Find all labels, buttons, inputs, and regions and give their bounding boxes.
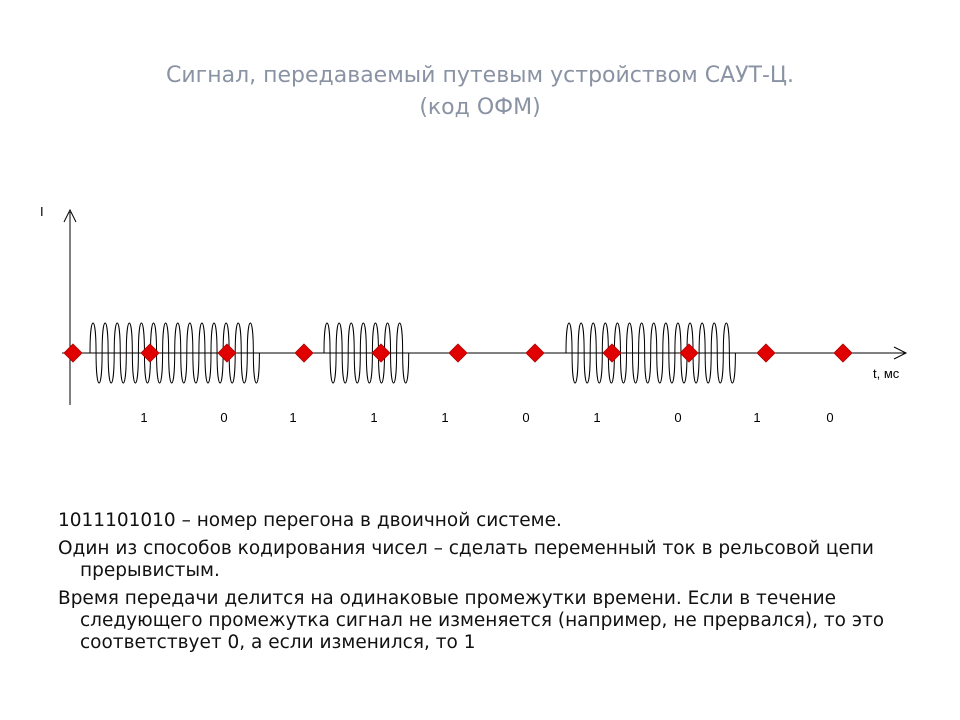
- slide-title-line1: Сигнал, передаваемый путевым устройством САУТ-Ц.: [165, 63, 794, 88]
- bit-label: 0: [826, 410, 834, 425]
- bit-labels: [140, 410, 833, 425]
- paragraph-transmission-time: Время передачи делится на одинаковые промежутки времени. Если в течение следующего промежутка сигнал не изменяется (например, не прервался), то это соответствует 0, а если изменился, то 1: [58, 588, 885, 653]
- bit-label: 0: [674, 410, 682, 425]
- bit-label: 1: [289, 410, 297, 425]
- bit-label: 1: [370, 410, 378, 425]
- interval-marker: [64, 344, 82, 362]
- bit-label: 0: [220, 410, 228, 425]
- interval-marker: [295, 344, 313, 362]
- interval-marker: [757, 344, 775, 362]
- interval-marker: [680, 344, 698, 362]
- x-axis-label: t, мс: [873, 366, 900, 381]
- signal-diagram: [0, 190, 960, 440]
- interval-marker: [218, 344, 236, 362]
- interval-marker: [449, 344, 467, 362]
- bit-label: 1: [140, 410, 148, 425]
- interval-marker: [834, 344, 852, 362]
- bit-label: 1: [593, 410, 601, 425]
- interval-marker: [603, 344, 621, 362]
- interval-marker: [526, 344, 544, 362]
- paragraph-binary-number: 1011101010 – номер перегона в двоичной системе.: [58, 510, 562, 531]
- bit-label: 0: [522, 410, 530, 425]
- interval-marker: [372, 344, 390, 362]
- paragraph-coding-method: Один из способов кодирования чисел – сделать переменный ток в рельсовой цепи прерывистым.: [58, 538, 874, 581]
- slide-title-line2: (код ОФМ): [419, 95, 541, 120]
- y-axis-label: I: [40, 204, 44, 219]
- explanation-text: [58, 510, 888, 660]
- bit-label: 1: [441, 410, 449, 425]
- bit-label: 1: [753, 410, 761, 425]
